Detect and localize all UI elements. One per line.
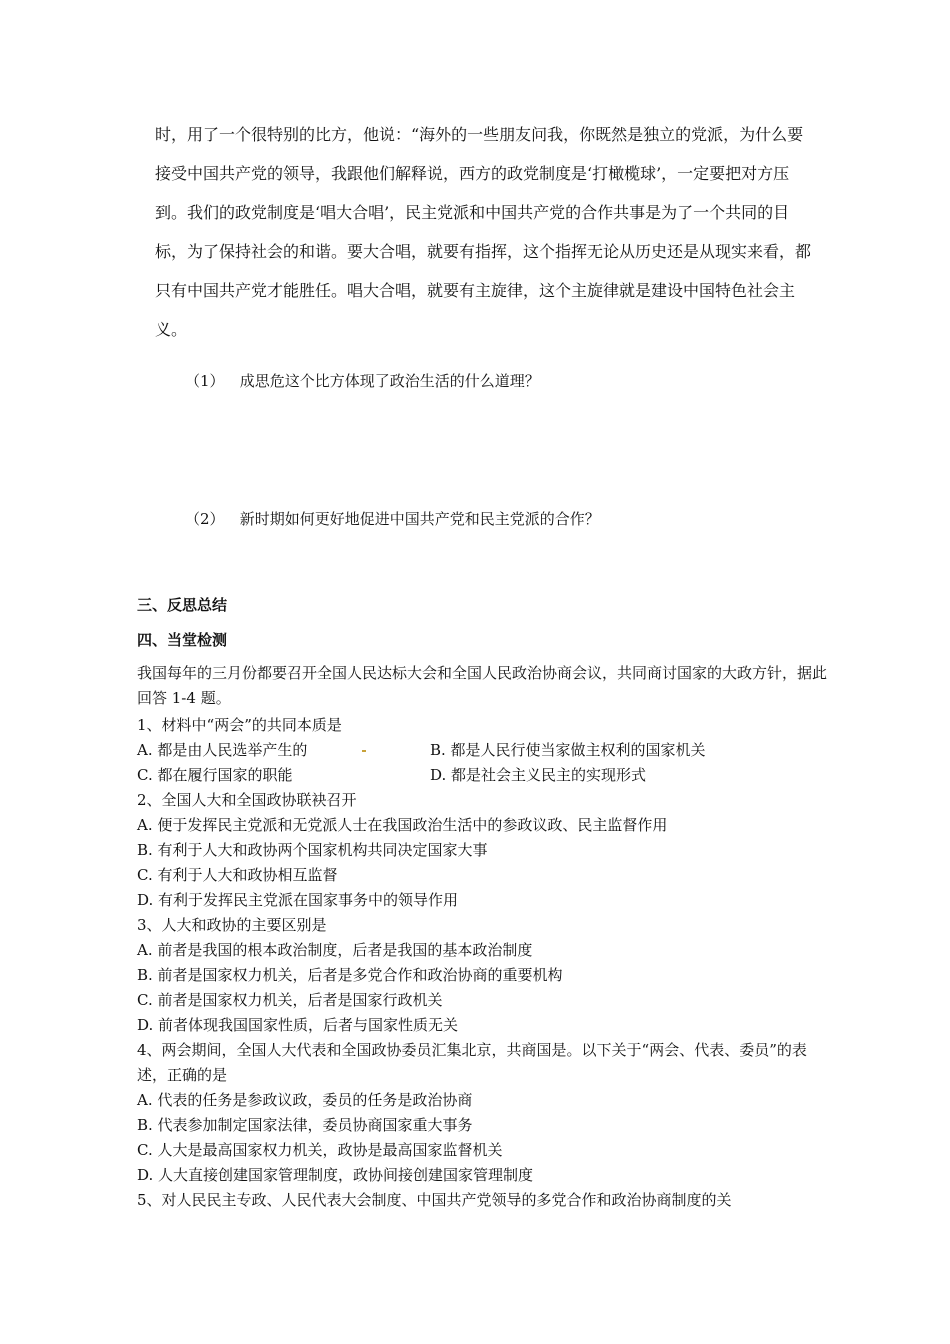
question-1-stem: 1、材料中“两会”的共同本质是 [137,716,342,734]
question-4-option-a: A. 代表的任务是参政议政，委员的任务是政治协商 [137,1091,473,1109]
question-3-option-d: D. 前者体现我国国家性质，后者与国家性质无关 [137,1016,459,1034]
question-4-option-c: C. 人大是最高国家权力机关，政协是最高国家监督机关 [137,1141,503,1159]
question-number: （2） [185,510,225,528]
question-2-option-d: D. 有利于发挥民主党派在国家事务中的领导作用 [137,891,459,909]
question-3-option-c: C. 前者是国家权力机关，后者是国家行政机关 [137,991,443,1009]
question-2-option-c: C. 有利于人大和政协相互监督 [137,866,338,884]
section-heading-check: 四、当堂检测 [137,631,228,649]
question-2-prompt [185,508,600,529]
stray-mark [362,750,366,752]
question-2-option-a: A. 便于发挥民主党派和无党派人士在我国政治生活中的参政议政、民主监督作用 [137,816,668,834]
section-intro: 我国每年的三月份都要召开全国人民达标大会和全国人民政治协商会议，共同商讨国家的大政方针，据此回答 1-4 题。 [137,664,828,707]
question-1-option-d: D. 都是社会主义民主的实现形式 [430,766,647,784]
story-paragraph: 时，用了一个很特别的比方，他说：“海外的一些朋友问我，你既然是独立的党派，为什么要接受中国共产党的领导，我跟他们解释说，西方的政党制度是‘打橄榄球’，一定要把对方压到。我们的政党制度是‘唱大合唱’，民主党派和中国共产党的合作共事是为了一个共同的目标，为了保持社会的和谐。要大合唱，就要有指挥，这个指挥无论从历史还是从现实来看，都只有中国共产党才能胜任。唱大合唱，就要有主旋律，这个主旋律就是建设中国特色社会主义。 [155,125,812,339]
question-1-option-c: C. 都在履行国家的职能 [137,766,293,784]
question-4-stem: 4、两会期间，全国人大代表和全国政协委员汇集北京，共商国是。以下关于“两会、代表、委员”的表述，正确的是 [137,1041,807,1084]
question-5-stem: 5、对人民民主专政、人民代表大会制度、中国共产党领导的多党合作和政治协商制度的关 [137,1191,732,1209]
question-3-stem: 3、人大和政协的主要区别是 [137,916,327,934]
question-4-option-d: D. 人大直接创建国家管理制度，政协间接创建国家管理制度 [137,1166,534,1184]
question-1-prompt [185,370,540,391]
question-2-option-b: B. 有利于人大和政协两个国家机构共同决定国家大事 [137,841,488,859]
question-3-option-b: B. 前者是国家权力机关，后者是多党合作和政治协商的重要机构 [137,966,563,984]
question-number: （1） [185,372,225,390]
question-text: 新时期如何更好地促进中国共产党和民主党派的合作？ [239,510,600,528]
question-1-option-a: A. 都是由人民选举产生的 [137,741,308,759]
question-1-option-b: B. 都是人民行使当家做主权利的国家机关 [430,741,706,759]
question-2-stem: 2、全国人大和全国政协联袂召开 [137,791,357,809]
question-3-option-a: A. 前者是我国的根本政治制度，后者是我国的基本政治制度 [137,941,533,959]
question-4-option-b: B. 代表参加制定国家法律，委员协商国家重大事务 [137,1116,473,1134]
question-text: 成思危这个比方体现了政治生活的什么道理？ [239,372,540,390]
section-heading-reflection: 三、反思总结 [137,596,228,614]
